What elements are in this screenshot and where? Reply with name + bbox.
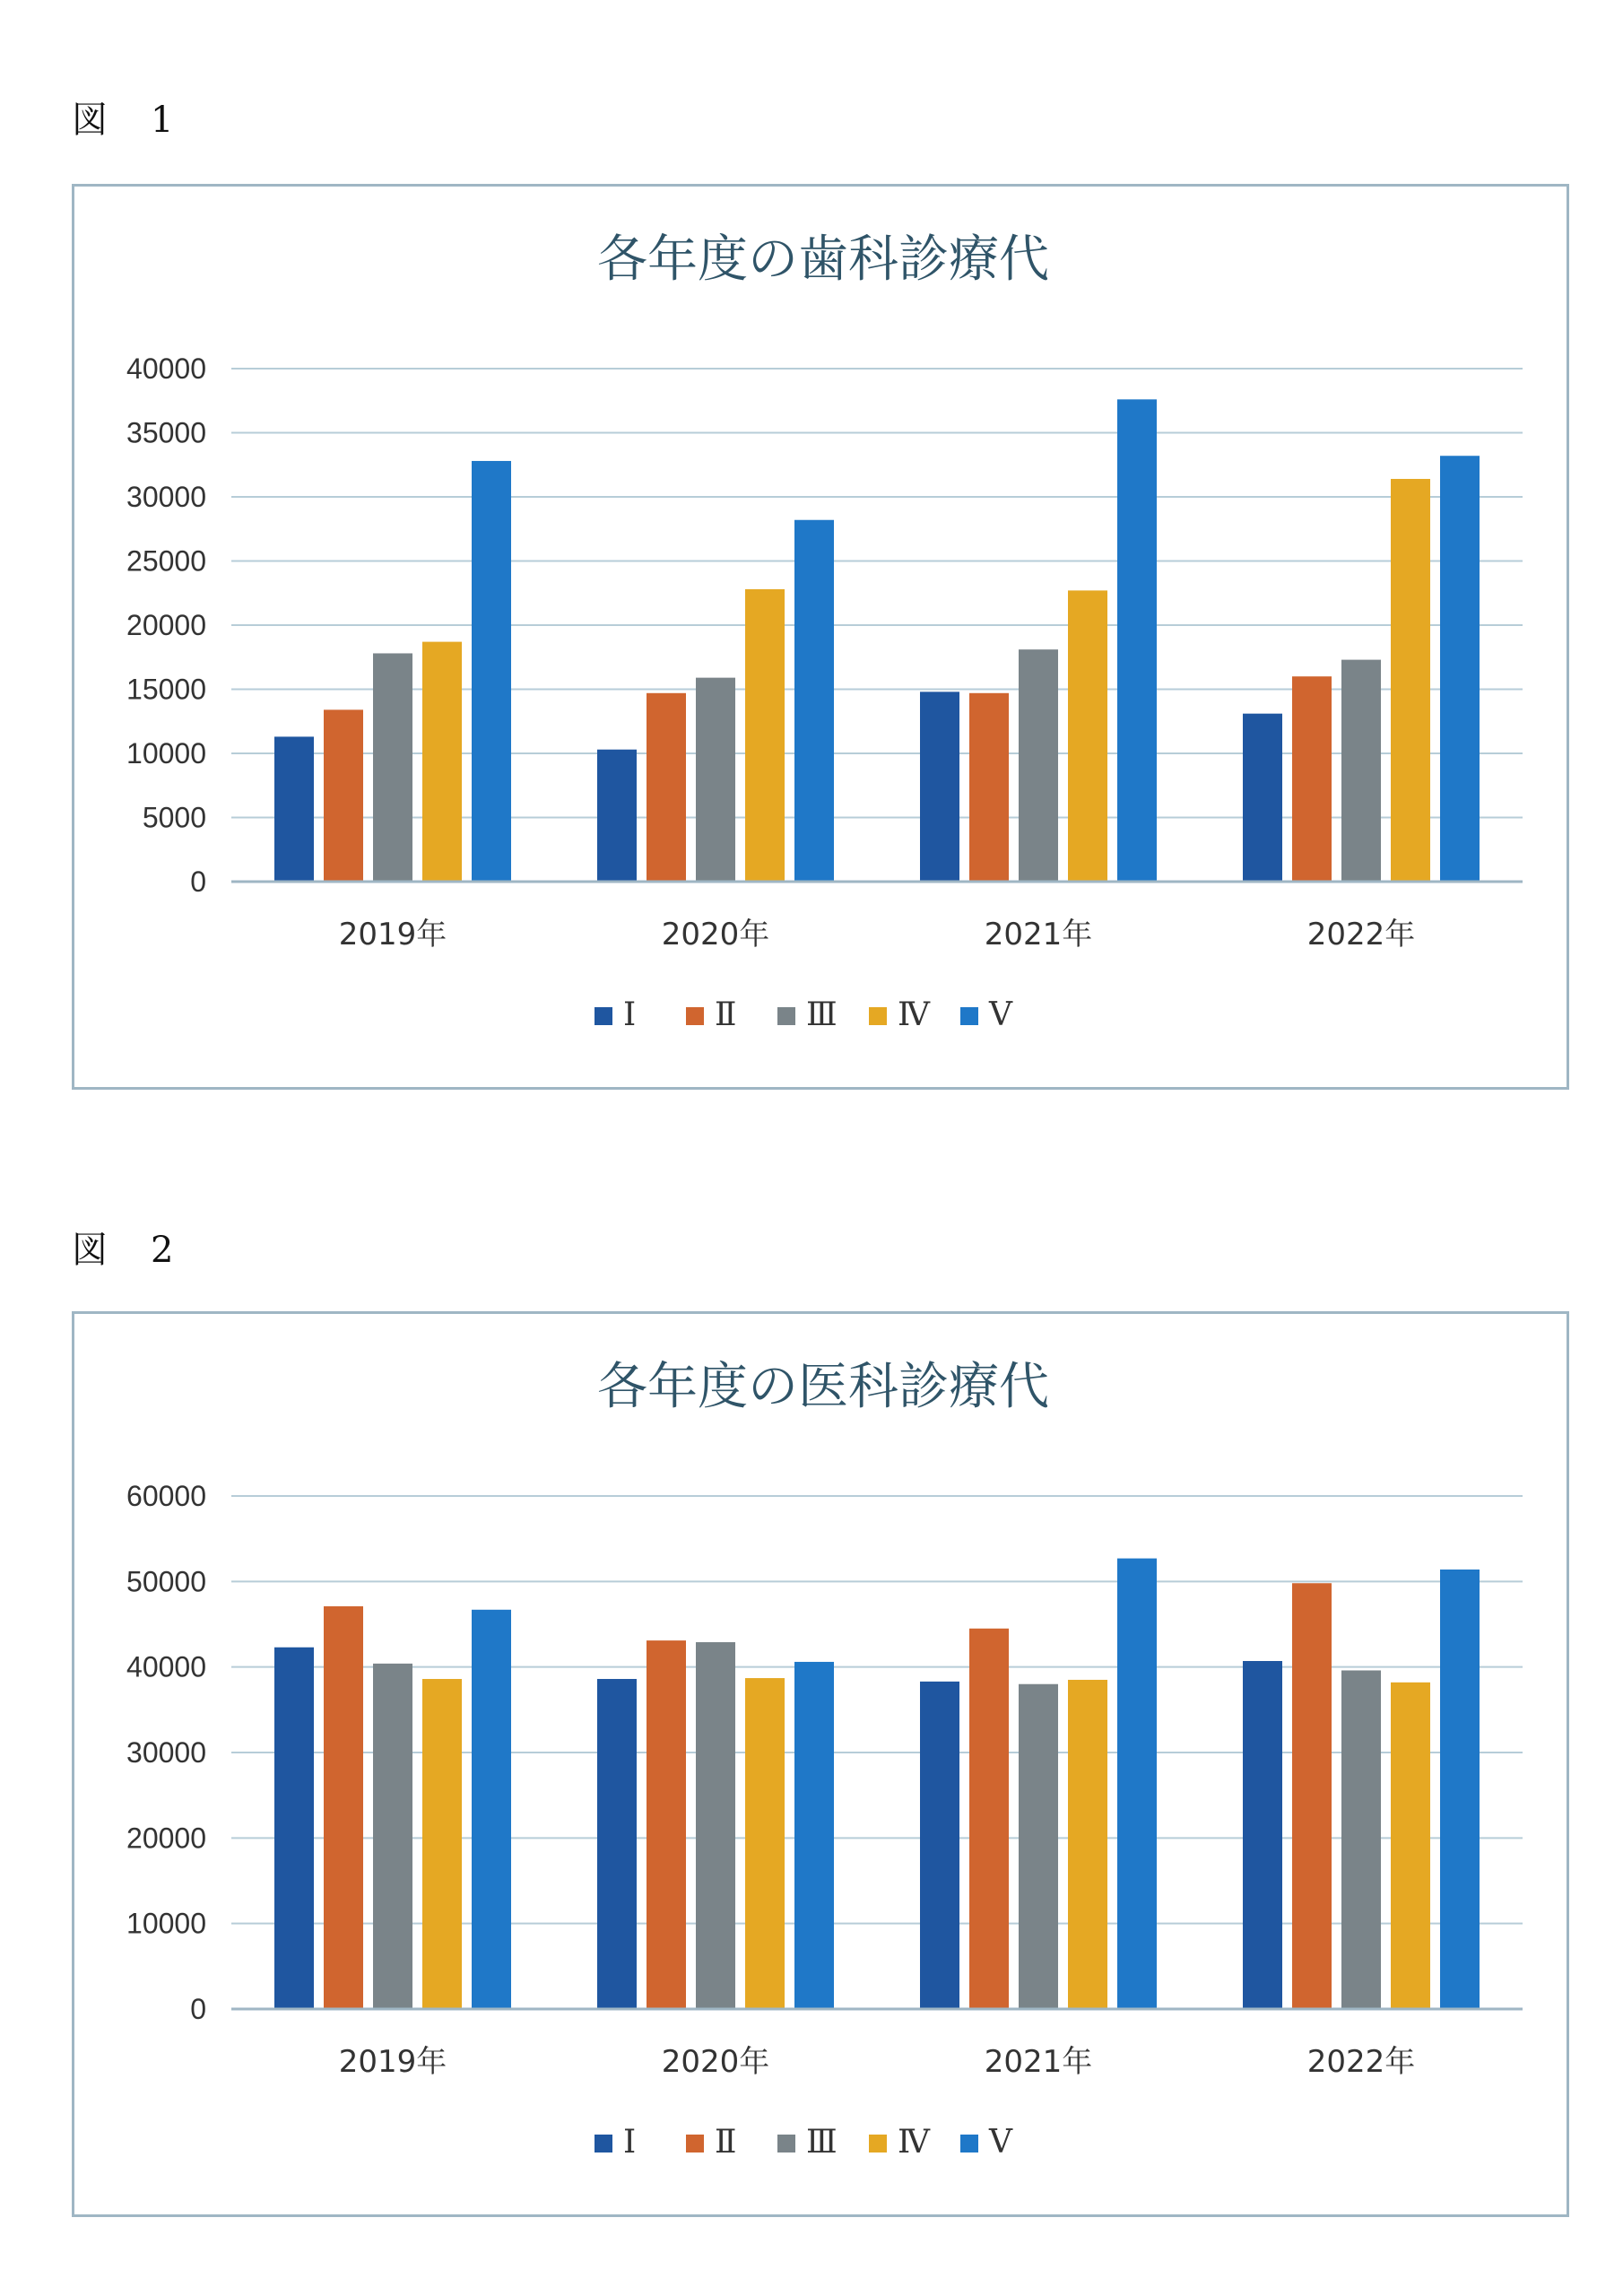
bar-2020年-series-5 [794,1662,834,2009]
bar-2021年-series-4 [1068,1680,1107,2009]
bar-2020年-series-3 [696,1642,735,2009]
chart-title: 各年度の歯科診療代 [597,230,1049,289]
y-tick-label: 25000 [126,544,206,578]
y-tick-label: 35000 [126,416,206,449]
y-tick-label: 10000 [126,737,206,770]
bar-2020年-series-5 [794,520,834,882]
legend-label: Ⅳ [898,2124,930,2161]
bar-2020年-series-3 [696,678,735,882]
legend-label: Ⅰ [623,2124,637,2161]
x-category-label: 2019年 [338,2044,447,2080]
x-category-label: 2021年 [984,917,1093,952]
bar-2021年-series-1 [920,691,959,882]
x-category-label: 2019年 [338,917,447,952]
legend-swatch [960,1007,978,1025]
legend-swatch [777,1007,795,1025]
bar-2021年-series-2 [969,693,1009,882]
x-category-label: 2022年 [1306,917,1416,952]
chart-title: 各年度の医科診療代 [597,1358,1049,1416]
figure-1-label-text: 図 [72,100,108,141]
legend-swatch [869,1007,887,1025]
y-tick-label: 30000 [126,1736,206,1769]
legend-label: Ⅴ [989,996,1012,1033]
bar-2019年-series-3 [373,653,412,882]
legend-swatch [869,2135,887,2152]
figure-2-label [72,1222,173,1273]
bar-2021年-series-5 [1117,1559,1157,2009]
chart-2-frame [72,1311,1569,2217]
chart-1-frame [72,184,1569,1090]
x-category-label: 2021年 [984,2044,1093,2080]
medical-cost-chart [74,1314,1567,2214]
y-tick-label: 20000 [126,1822,206,1855]
bar-2022年-series-3 [1341,1670,1381,2009]
y-tick-label: 10000 [126,1907,206,1940]
bar-2021年-series-3 [1019,1684,1058,2009]
bar-2019年-series-1 [274,1648,314,2009]
y-tick-label: 0 [190,1993,206,2025]
bar-2019年-series-3 [373,1664,412,2009]
bar-2019年-series-1 [274,736,314,882]
bar-2022年-series-4 [1391,479,1430,882]
bar-2021年-series-2 [969,1629,1009,2009]
legend-swatch [595,1007,612,1025]
bar-2022年-series-1 [1243,1661,1282,2009]
bar-2021年-series-4 [1068,590,1107,882]
legend-swatch [686,2135,704,2152]
legend-label: Ⅲ [806,996,838,1033]
bar-2022年-series-4 [1391,1683,1430,2009]
y-tick-label: 50000 [126,1565,206,1598]
y-tick-label: 5000 [142,801,206,834]
y-tick-label: 0 [190,865,206,898]
legend-label: Ⅰ [623,996,637,1033]
legend-label: Ⅱ [715,2124,737,2161]
y-tick-label: 30000 [126,481,206,513]
y-tick-label: 20000 [126,609,206,641]
figure-1-label [72,91,173,143]
bar-2020年-series-4 [745,589,785,882]
bar-2019年-series-2 [324,709,363,882]
legend-swatch [595,2135,612,2152]
figure-2-number: 2 [151,1230,174,1271]
bar-2020年-series-1 [597,750,637,882]
bar-2022年-series-3 [1341,660,1381,882]
bar-2020年-series-1 [597,1679,637,2009]
bar-2021年-series-5 [1117,399,1157,882]
x-category-label: 2020年 [661,917,770,952]
bar-2019年-series-2 [324,1606,363,2009]
legend-swatch [960,2135,978,2152]
bar-2020年-series-2 [647,1640,686,2009]
bar-2021年-series-1 [920,1682,959,2009]
y-tick-label: 60000 [126,1480,206,1512]
x-category-label: 2022年 [1306,2044,1416,2080]
x-category-label: 2020年 [661,2044,770,2080]
bar-2019年-series-4 [422,642,462,882]
legend-label: Ⅴ [989,2124,1012,2161]
legend-label: Ⅲ [806,2124,838,2161]
bar-2022年-series-5 [1440,456,1480,882]
bar-2022年-series-1 [1243,714,1282,882]
figure-2-label-text: 図 [72,1230,108,1271]
legend-swatch [777,2135,795,2152]
bar-2020年-series-2 [647,693,686,882]
bar-2022年-series-2 [1292,1583,1332,2009]
bar-2022年-series-2 [1292,676,1332,882]
dental-cost-chart [74,187,1567,1087]
bar-2020年-series-4 [745,1678,785,2009]
legend-label: Ⅱ [715,996,737,1033]
figure-1-number: 1 [151,100,174,141]
bar-2019年-series-5 [472,1610,511,2009]
legend-swatch [686,1007,704,1025]
legend-label: Ⅳ [898,996,930,1033]
y-tick-label: 40000 [126,352,206,385]
y-tick-label: 40000 [126,1650,206,1683]
bar-2021年-series-3 [1019,649,1058,882]
bar-2022年-series-5 [1440,1570,1480,2009]
bar-2019年-series-4 [422,1679,462,2009]
y-tick-label: 15000 [126,673,206,706]
bar-2019年-series-5 [472,461,511,882]
